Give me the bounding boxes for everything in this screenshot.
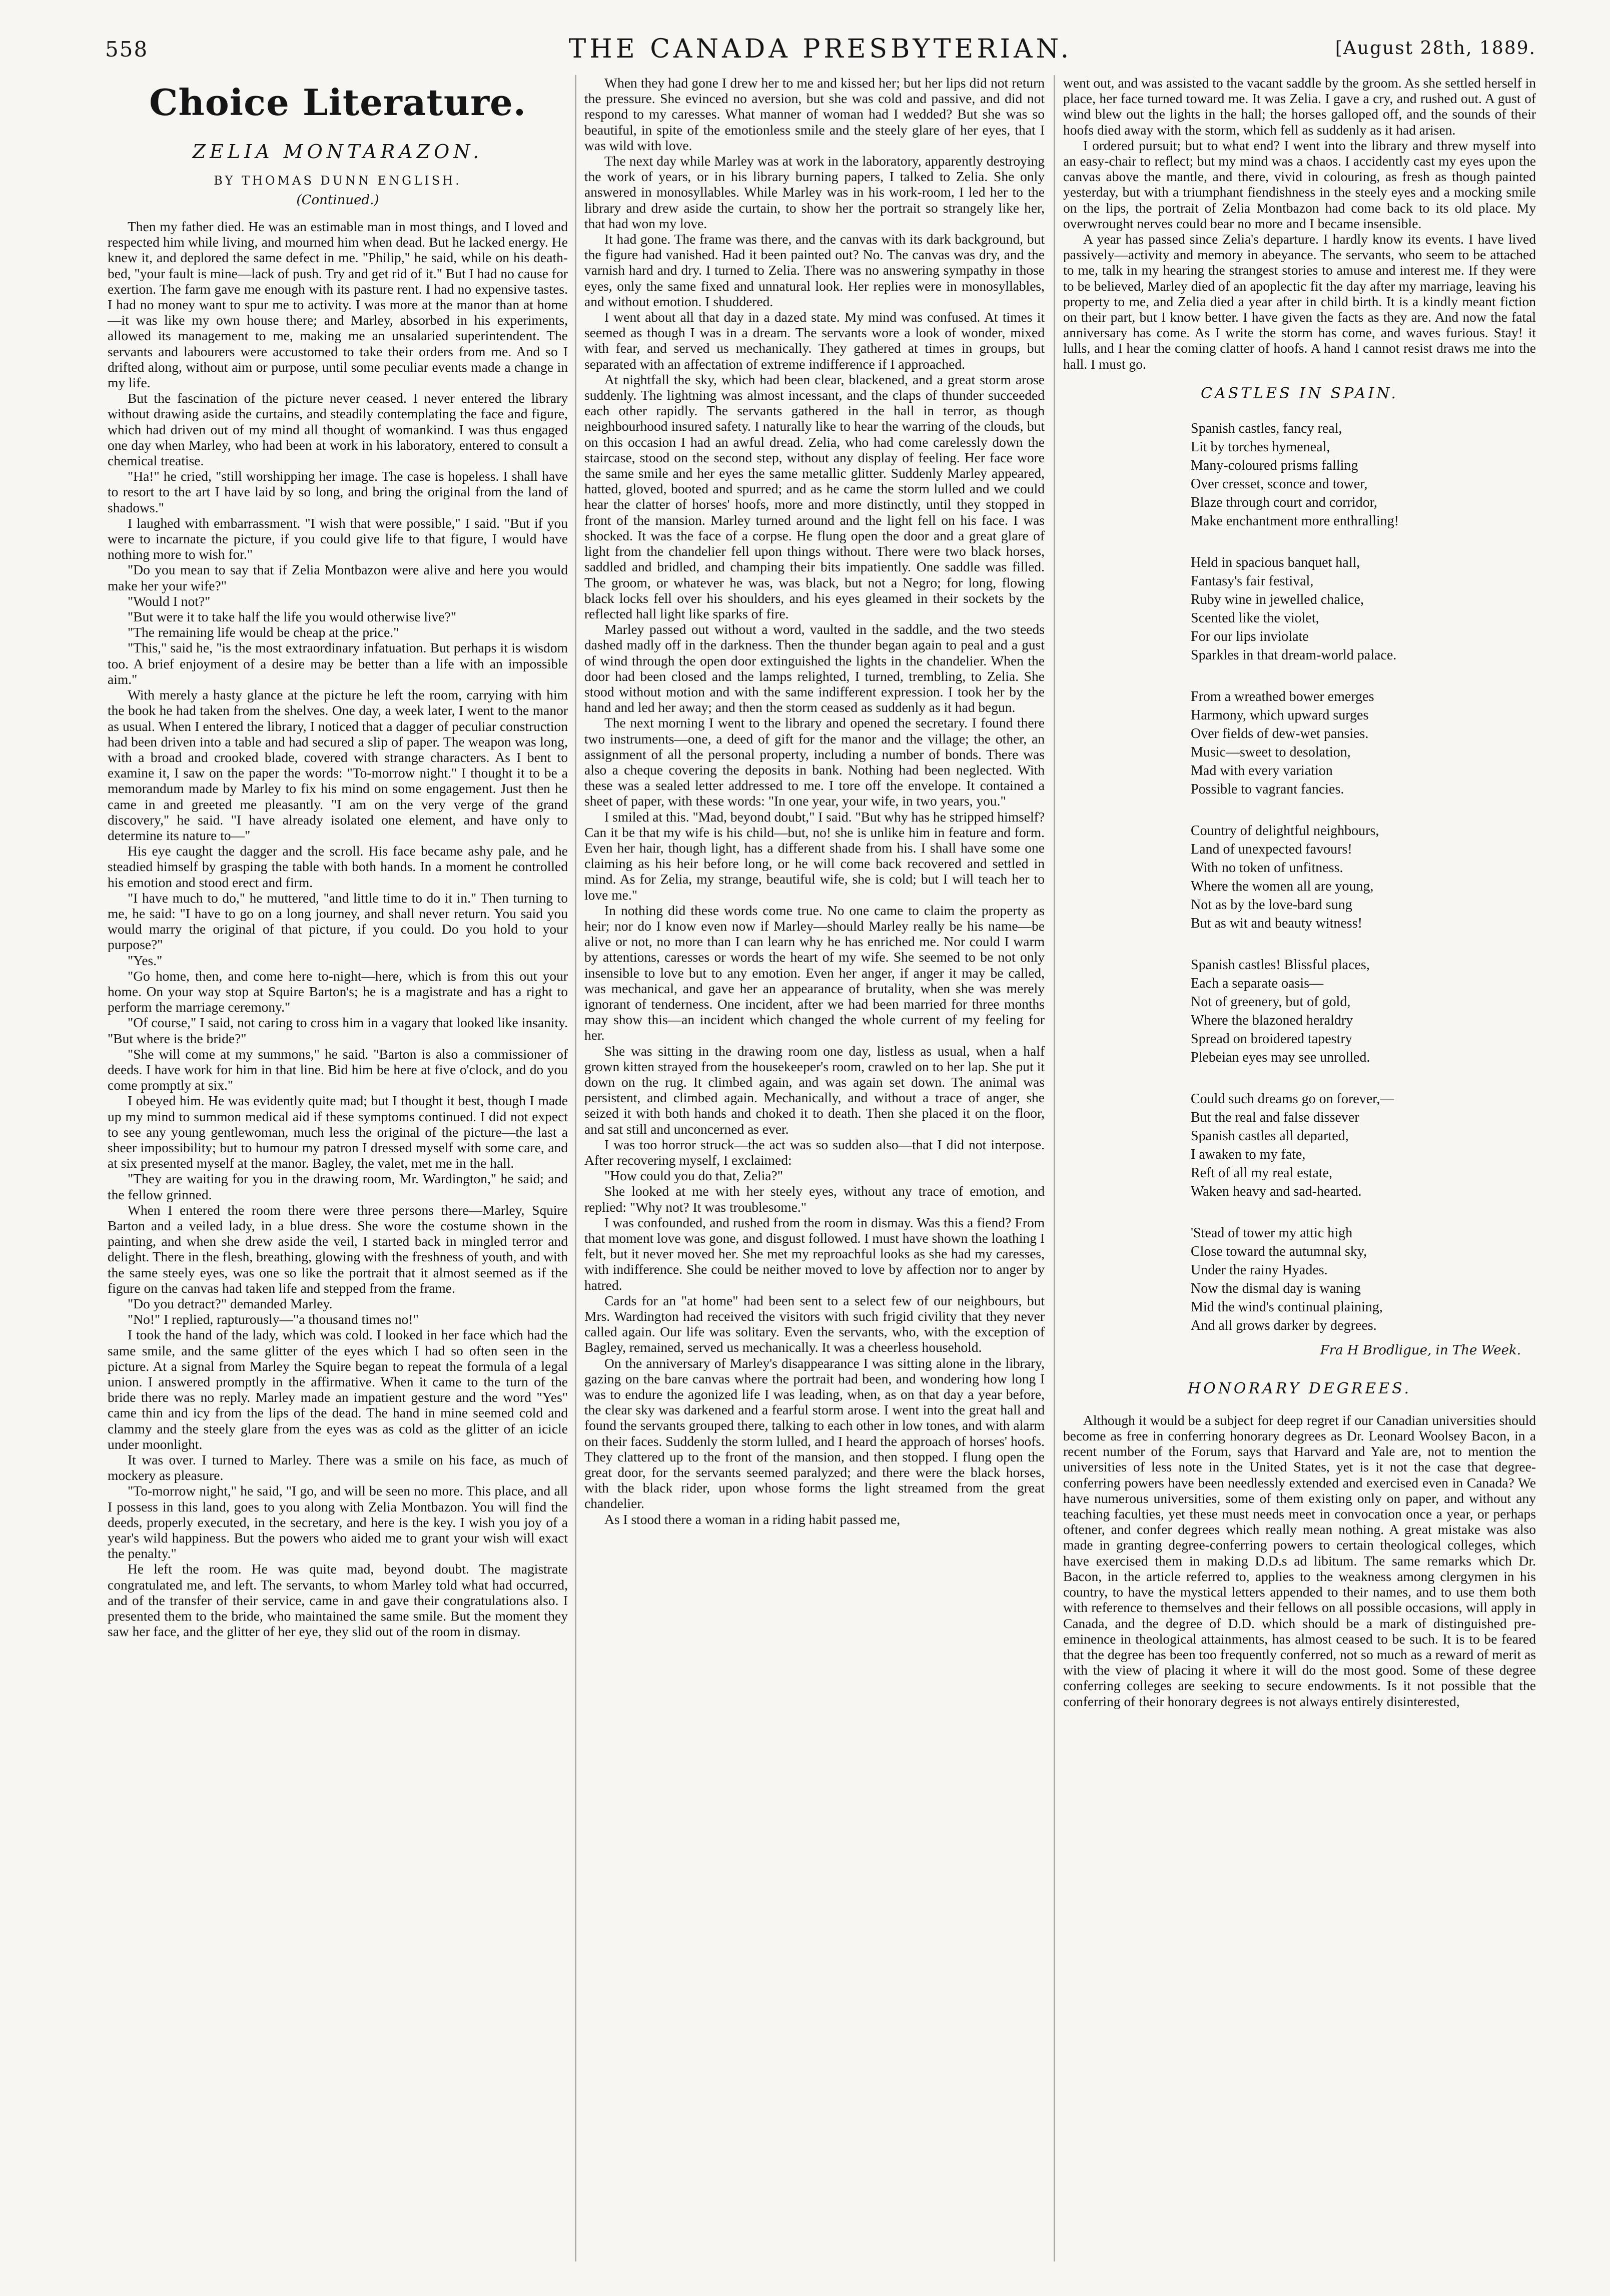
paragraph: It was over. I turned to Marley. There was a smile on his face, as much of mockery as pleasure. <box>108 1452 568 1483</box>
paragraph: At nightfall the sky, which had been clear, blackened, and a great storm arose suddenly. The lightning was almost incessant, and the claps of thunder succeeded each other rapidly. The servants gathered in the hall in terror, as though neighbourhood insured safety. I naturally like to hear the warring of the clouds, but on this occasion I had an awful dread. Zelia, who had come carelessly down the staircase, stood on the second step, without any display of feeling. Her face wore the same smile and her eyes the same metallic glitter. Suddenly Marley appeared, hatted, gloved, booted and spurred; and as he came the storm lulled and we could hear the clatter of horses' hoofs, more and more distinctly, until they stopped in front of the mansion. Marley turned around and the light fell on his face. I was shocked. It was the face of a corpse. He flung open the door and a great glare of light from the chandelier fell upon things without. There were two black horses, saddled and bridled, and champing their bits impatiently. One saddle was filled. The groom, or whatever he was, was black, but not a Negro; for long, flowing black locks fell over his shoulders, and his eyes gleamed in their sockets by the reflected hall light like sparks of fire. <box>584 371 1045 621</box>
poem-line: Music—sweet to desolation, <box>1191 744 1351 760</box>
poem-body <box>1063 419 1536 1335</box>
paragraph: "Of course," I said, not caring to cross him in a vagary that looked like insanity. "But where is the bride?" <box>108 1015 568 1046</box>
column-2 <box>584 75 1045 1527</box>
poem-line: Reft of all my real estate, <box>1191 1165 1332 1181</box>
paragraph: I was confounded, and rushed from the room in dismay. Was this a fiend? From that moment love was gone, and disgust followed. I must have shown the loathing I felt, but it never moved her. She met my reproachful looks as she had my caresses, with indifference. She could be neither moved to love by affection nor to anger by hatred. <box>584 1214 1045 1293</box>
paragraph: "This," said he, "is the most extraordinary infatuation. But perhaps it is wisdom too. A brief enjoyment of a desire may be better than a life with an impossible aim." <box>108 640 568 687</box>
poem-line: Ruby wine in jewelled chalice, <box>1191 591 1364 607</box>
paragraph: "But were it to take half the life you would otherwise live?" <box>128 609 457 625</box>
paragraph: went out, and was assisted to the vacant saddle by the groom. As she settled herself in place, her face turned toward me. It was Zelia. I gave a cry, and rushed out. A gust of wind blew out the lights in the hall; the horses galloped off, and the sounds of their hoofs died away with the storm, which fell as suddenly as it had arisen. <box>1063 75 1536 138</box>
poem-stanza <box>1191 419 1536 530</box>
paragraph: With merely a hasty glance at the picture he left the room, carrying with him the book he had taken from the shelves. One day, a week later, I went to the manor as usual. When I entered the library, I noticed that a dagger of peculiar construction had been driven into a table and had secured a slip of paper. The weapon was long, with a broad and crooked blade, covered with strange characters. As I bent to examine it, I saw on the paper the words: "To-morrow night." I thought it to be a memorandum made by Marley to fix his mind on some engagement. Just then he came in and greeted me pleasantly. "I am on the very verge of the grand discovery," he said. "I have already isolated one element, and have only to determine its nature to—" <box>108 687 568 843</box>
poem-line: Not as by the love-bard sung <box>1191 897 1352 913</box>
poem-line: Plebeian eyes may see unrolled. <box>1191 1049 1370 1065</box>
story-body-continued <box>584 75 1045 1527</box>
paragraph: When I entered the room there were three persons there—Marley, Squire Barton and a veiled lady, in a blue dress. She wore the costume shown in the painting, and when she drew aside the veil, I started back in mingled terror and delight. There in the flesh, breathing, glowing with the freshness of youth, and with the same steely eyes, was one so like the portrait that it almost seemed as if the figure on the canvas had taken life and stepped from the frame. <box>108 1202 568 1296</box>
continued-note: (Continued.) <box>296 193 379 208</box>
paragraph: "I have much to do," he muttered, "and little time to do it in." Then turning to me, he said: "I have to go on a long journey, and shall never return. You said you would marry the original of that picture, if you could. Do you hold to your purpose?" <box>108 890 568 953</box>
poem-line: Each a separate oasis— <box>1191 975 1324 991</box>
poem-line: Sparkles in that dream-world palace. <box>1191 647 1397 663</box>
poem-line: Land of unexpected favours! <box>1191 841 1352 857</box>
poem-line: Make enchantment more enthralling! <box>1191 513 1399 529</box>
poem-line: I awaken to my fate, <box>1191 1146 1306 1162</box>
paragraph: His eye caught the dagger and the scroll. His face became ashy pale, and he steadied himself by grasping the table with both hands. In a moment he controlled his emotion and stood erect and firm. <box>108 843 568 890</box>
paragraph: I laughed with embarrassment. "I wish that were possible," I said. "But if you were to incarnate the picture, if you could give life to that figure, I would have nothing more to wish for." <box>108 515 568 562</box>
poem-line: Where the women all are young, <box>1191 878 1374 894</box>
poem-line: Spanish castles all departed, <box>1191 1128 1349 1144</box>
byline: BY THOMAS DUNN ENGLISH. <box>214 174 462 188</box>
paragraph: "To-morrow night," he said, "I go, and will be seen no more. This place, and all I possess in this land, goes to you along with Zelia Montbazon. You will find the deeds, properly executed, in the secretary, and here is the key. I wish you joy of a year's wild happiness. But the powers who aided me to grant your wish will exact the penalty." <box>108 1483 568 1562</box>
paragraph: When they had gone I drew her to me and kissed her; but her lips did not return the pressure. She evinced no aversion, but she was cold and passive, and did not respond to my caresses. What manner of woman had I wedded? But she was so beautiful, in spite of the emotionless smile and the steely glare of her eyes, that I was wild with love. <box>584 75 1045 153</box>
poem-line: Over cresset, sconce and tower, <box>1191 476 1368 492</box>
poem-line: Close toward the autumnal sky, <box>1191 1243 1367 1259</box>
paragraph: "They are waiting for you in the drawing room, Mr. Wardington," he said; and the fellow grinned. <box>108 1171 568 1202</box>
poem-line: Lit by torches hymeneal, <box>1191 439 1330 455</box>
poem-line: Could such dreams go on forever,— <box>1191 1091 1394 1107</box>
paragraph: As I stood there a woman in a riding habit passed me, <box>604 1511 901 1527</box>
paragraph: "Do you detract?" demanded Marley. <box>128 1296 333 1312</box>
poem-line: And all grows darker by degrees. <box>1191 1317 1377 1333</box>
paragraph: "Do you mean to say that if Zelia Montbazon were alive and here you would make her your wife?" <box>108 562 568 593</box>
poem-stanza <box>1191 956 1536 1067</box>
poem-line: Spanish castles, fancy real, <box>1191 420 1342 436</box>
poem-line: Under the rainy Hyades. <box>1191 1262 1328 1278</box>
issue-date: [August 28th, 1889. <box>1335 38 1536 59</box>
page-header <box>105 34 1536 64</box>
poem-line: Spanish castles! Blissful places, <box>1191 957 1370 973</box>
poem-line: Held in spacious banquet hall, <box>1191 554 1360 570</box>
poem-line: With no token of unfitness. <box>1191 860 1343 876</box>
paragraph: "The remaining life would be cheap at the price." <box>128 624 399 640</box>
section-heading: Choice Literature. <box>149 81 526 124</box>
article-title: HONORARY DEGREES. <box>1187 1379 1412 1397</box>
paragraph: A year has passed since Zelia's departure. I hardly know its events. I have lived passively—activity and memory in abeyance. The servants, who seem to be attached to me, talk in my hearing the strangest stories to amuse and interest me. If they were to be believed, Marley died of an apoplectic fit the day after my marriage, leaving his property to me, and Zelia died a year after in child birth. It is a kindly meant fiction on their part, but I know better. I have given the facts as they are. And now the fatal anniversary has come. As I write the storm has come, and waves furious. Stay! it lulls, and I hear the coming clatter of hoofs. A hand I cannot resist draws me into the hall. I must go. <box>1063 231 1536 372</box>
paragraph: I obeyed him. He was evidently quite mad; but I thought it best, though I made up my mind to summon medical aid if these symptoms continued. I did not expect to see any young gentlewoman, much less the original of the picture—the last a sheer impossibility; but to humour my patron I dressed myself with some care, and at six presented myself at the manor. Bagley, the valet, met me in the hall. <box>108 1093 568 1171</box>
paragraph: "Yes." <box>128 952 163 968</box>
poem-line: But the real and false dissever <box>1191 1109 1359 1125</box>
poem-line: Scented like the violet, <box>1191 610 1319 626</box>
poem-line: From a wreathed bower emerges <box>1191 688 1374 704</box>
poem-line: 'Stead of tower my attic high <box>1191 1225 1353 1241</box>
poem-attribution: Fra H Brodligue, in The Week. <box>1320 1342 1521 1358</box>
poem-title: CASTLES IN SPAIN. <box>1200 384 1399 402</box>
poem-line: Country of delightful neighbours, <box>1191 823 1379 839</box>
paragraph: She looked at me with her steely eyes, without any trace of emotion, and replied: "Why not? It was troublesome." <box>584 1183 1045 1215</box>
poem-stanza <box>1191 822 1536 933</box>
paragraph: On the anniversary of Marley's disappearance I was sitting alone in the library, gazing on the bare canvas where the portrait had been, and wondering how long I was to endure the agonized life I was leading, when, as on that day a year before, the clear sky was darkened and a fearful storm arose. I went into the great hall and found the servants grouped there, talking to each other in low tones, and with alarm on their faces. Suddenly the storm lulled, and I heard the approach of horses' hoofs. They clattered up to the front of the mansion, and then stopped. I flung open the great door, for the servants seemed paralyzed; and there were the black horses, with the black rider, upon whose forms the light streamed from the great chandelier. <box>584 1355 1045 1511</box>
column-divider <box>1054 75 1055 2261</box>
poem-line: Blaze through court and corridor, <box>1191 494 1377 510</box>
poem-line: Fantasy's fair festival, <box>1191 573 1314 589</box>
poem-stanza <box>1191 553 1536 664</box>
paragraph: She was sitting in the drawing room one day, listless as usual, when a half grown kitten strayed from the housekeeper's room, crawled on to her lap. She put it down on the rug. It climbed again, and was again set down. The animal was persistent, and climbed again. Mechanically, and without a trace of anger, she seized it with both hands and choked it to death. Then she placed it on the floor, and sat still and unconcerned as ever. <box>584 1043 1045 1137</box>
poem-line: Not of greenery, but of gold, <box>1191 994 1351 1010</box>
paragraph: I took the hand of the lady, which was cold. I looked in her face which had the same smile, and the same glitter of the eyes which I had so often seen in the picture. At a signal from Marley the Squire began to repeat the formula of a legal union. I answered promptly in the affirmative. When it came to the turn of the bride there was no reply. Marley made an impatient gesture and the word "Yes" came thin and icy from the lips of the dead. The hand in mine seemed cold and clammy and the steely glare from the eyes was as cold as the glitter of an icicle under moonlight. <box>108 1327 568 1452</box>
paragraph: The next day while Marley was at work in the laboratory, apparently destroying the work of years, or in his library burning papers, I talked to Zelia. She only answered in monosyllables. While Marley was in his work-room, I led her to the library and drew aside the curtain, to show her the portrait so strangely like her, that had won my love. <box>584 153 1045 231</box>
poem-line: For our lips inviolate <box>1191 628 1309 644</box>
poem-line: Harmony, which upward surges <box>1191 707 1369 723</box>
paragraph: Cards for an "at home" had been sent to a select few of our neighbours, but Mrs. Wardington had received the visitors with such frigid civility that they never called again. Our life was solitary. Even the servants, who, with the exception of Bagley, remained, served us mechanically. It was a cheerless household. <box>584 1292 1045 1355</box>
paragraph: "Ha!" he cried, "still worshipping her image. The case is hopeless. I shall have to resort to the art I have laid by so long, and bring the original from the land of shadows." <box>108 468 568 515</box>
paragraph: I went about all that day in a dazed state. My mind was confused. At times it seemed as though I was in a dream. The servants wore a look of wonder, mixed with fear, and served us mechanically. They gathered at times in groups, but separated with an affectation of extreme indifference if I approached. <box>584 309 1045 372</box>
paragraph: I ordered pursuit; but to what end? I went into the library and threw myself into an easy-chair to reflect; but my mind was a chaos. I accidently cast my eyes upon the canvas above the mantle, and there, vivid in colouring, as fresh as though painted yesterday, but with a triumphant fiendishness in the steely eyes and a mocking smile on the lips, the portrait of Zelia Montbazon had come back to its old place. My overwrought nerves could bear no more and I became insensible. <box>1063 137 1536 231</box>
paragraph: I was too horror struck—the act was so sudden also—that I did not interpose. After recovering myself, I exclaimed: <box>584 1136 1045 1168</box>
paragraph: "Go home, then, and come here to-night—here, which is from this out your home. On your way stop at Squire Barton's; he is a magistrate and has a right to perform the marriage ceremony." <box>108 968 568 1015</box>
poem-line: Mid the wind's continual plaining, <box>1191 1299 1383 1315</box>
paragraph: Then my father died. He was an estimable man in most things, and I loved and respected him while living, and mourned him when dead. But he lacked energy. He knew it, and deplored the same defect in me. "Philip," he said, while on his death-bed, "your fault is mine—lack of push. Try and get rid of it." But I had no cause for exertion. The farm gave me enough with its pasture rent. I had no expensive tastes. I had no money want to spur me to activity. I was more at the manor than at home—it was like my own house there; and Marley, absorbed in his experiments, allowed its management to me, making me an unsalaried superintendent. The servants and labourers were accustomed to take their orders from me. And so I drifted along, without aim or purpose, until some peculiar events made a change in my life. <box>108 219 568 391</box>
column-3 <box>1063 75 1536 1709</box>
paragraph: I smiled at this. "Mad, beyond doubt," I said. "But why has he stripped himself? Can it be that my wife is his child—but, no! she is unlike him in feature and form. Even her hair, though light, has a different shade from his. I shall have some one claiming as his heir before long, or he will come back recovered and settled in mind. As for Zelia, my strange, beautiful wife, she is cold; but I will teach her to love me." <box>584 809 1045 903</box>
poem-line: Where the blazoned heraldry <box>1191 1012 1353 1028</box>
poem-line: Mad with every variation <box>1191 762 1333 779</box>
paragraph: "No!" I replied, rapturously—"a thousand times no!" <box>128 1311 419 1327</box>
story-title: ZELIA MONTARAZON. <box>192 141 483 163</box>
poem-line: Many-coloured prisms falling <box>1191 457 1358 473</box>
poem-line: Possible to vagrant fancies. <box>1191 781 1344 797</box>
article-body <box>1063 1412 1536 1709</box>
paragraph: "She will come at my summons," he said. "Barton is also a commissioner of deeds. I have work for him in that line. Bid him be here at five o'clock, and do you come promptly at six." <box>108 1046 568 1093</box>
paragraph: He left the room. He was quite mad, beyond doubt. The magistrate congratulated me, and left. The servants, to whom Marley told what had occurred, and of the transfer of their service, came in and gave their congratulations also. I presented them to the bride, who maintained the same smile. But the moment they saw her face, and the glitter of her eye, they slid out of the room in dismay. <box>108 1561 568 1640</box>
paragraph: Marley passed out without a word, vaulted in the saddle, and the two steeds dashed madly off in the darkness. Then the thunder began again to peal and a gust of wind through the open door extinguished the lights in the chandelier. When the door had been closed and the lamps relighted, I turned, trembling, to Zelia. She stood without motion and with the same indifferent expression. I took her by the hand and led her away; and then the storm ceased as suddenly as it had begun. <box>584 621 1045 715</box>
poem-line: Over fields of dew-wet pansies. <box>1191 725 1369 741</box>
newspaper-title: THE CANADA PRESBYTERIAN. <box>568 34 1073 64</box>
poem-line: Waken heavy and sad-hearted. <box>1191 1183 1362 1199</box>
poem-stanza <box>1191 687 1536 799</box>
paragraph: Although it would be a subject for deep regret if our Canadian universities should become as free in conferring honorary degrees as Dr. Leonard Woolsey Bacon, in a recent number of the Forum, says that Harvard and Yale are, not to mention the universities of less note in the United States, yet is it not the case that degree-conferring powers have been needlessly extended and exercised even in Canada? We have numerous universities, some of them existing only on paper, and without any teaching faculties, yet these must needs meet in convocation once a year, or perhaps oftener, and confer degrees which really mean nothing. A great mistake was also made in granting degree-conferring powers to certain theological colleges, which have exercised them in making D.D.s ad libitum. The same remarks which Dr. Bacon, in the article referred to, applies to the weakness among clergymen in his country, to have the mystical letters appended to their names, and to use them both with reference to themselves and their fellows on all possible occasions, will apply in Canada, and the degree of D.D. which should be a mark of distinguished pre-eminence in theological attainments, has almost ceased to be such. It is to be feared that the degree has been too frequently conferred, not so much as a reward of merit as with the view of placing it where it will do the most good. Some of these degree conferring colleges are seeking to secure endowments. Is it not possible that the conferring of their honorary degrees is not always entirely disinterested, <box>1063 1412 1536 1709</box>
column-divider <box>575 75 576 2261</box>
poem-stanza <box>1191 1224 1536 1335</box>
poem-line: Now the dismal day is waning <box>1191 1280 1361 1296</box>
story-body <box>108 219 568 1639</box>
paragraph: In nothing did these words come true. No one came to claim the property as heir; nor do I know even now if Marley—should Marley really be his name—be alive or not, no more than I can learn why he has enriched me. Nor could I warm by attentions, caresses or words the heart of my wife. She seemed to be not only insensible to love but to any emotion. Even her anger, if anger it may be called, was mechanical, and gave her an appearance of brutality, when she was merely ignorant of tenderness. One incident, after we had been married for three months may show this—an incident which changed the whole current of my feeling for her. <box>584 902 1045 1043</box>
poem-stanza <box>1191 1090 1536 1201</box>
story-conclusion <box>1063 75 1536 372</box>
paragraph: But the fascination of the picture never ceased. I never entered the library without drawing aside the curtains, and steadily contemplating the face and figure, which had driven out of my mind all thought of womankind. I was thus engaged one day when Marley, who had been at work in his laboratory, entered to consult a chemical treatise. <box>108 390 568 469</box>
paragraph: "How could you do that, Zelia?" <box>604 1168 783 1184</box>
paragraph: "Would I not?" <box>128 593 211 609</box>
paragraph: It had gone. The frame was there, and the canvas with its dark background, but the figure had vanished. Had it been painted out? No. The canvas was dry, and the varnish hard and dry. I turned to Zelia. There was no answering sympathy in those eyes, only the same fixed and unnatural look. Her replies were in monosyllables, and without emotion. I shuddered. <box>584 231 1045 309</box>
poem-line: But as wit and beauty witness! <box>1191 915 1362 931</box>
poem-line: Spread on broidered tapestry <box>1191 1031 1352 1047</box>
paragraph: The next morning I went to the library and opened the secretary. I found there two instruments—one, a deed of gift for the manor and the village; the other, an assignment of all the personal property, including a number of bonds. There was also a cheque covering the deposits in bank. Nothing had been neglected. With these was a sealed letter addressed to me. I tore off the envelope. It contained a sheet of paper, with these words: "In one year, your wife, in two years, you." <box>584 715 1045 809</box>
page-number: 558 <box>105 37 149 62</box>
column-1 <box>108 75 568 1639</box>
